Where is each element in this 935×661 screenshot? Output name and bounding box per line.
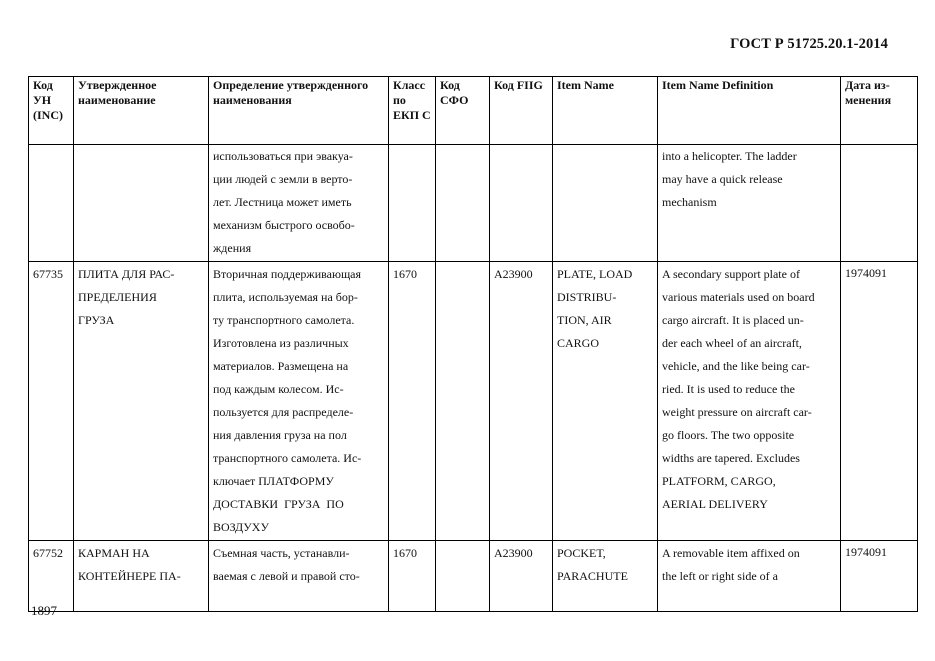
cell-sfo bbox=[436, 262, 490, 541]
cell-inc: 67752 bbox=[29, 541, 74, 612]
cell-item-name bbox=[553, 145, 658, 262]
col-header-fiig: Код FIIG bbox=[490, 77, 553, 145]
cell-item-name: PLATE, LOAD DISTRIBU- TION, AIR CARGO bbox=[553, 262, 658, 541]
col-header-approved-name: Утвержденное наименование bbox=[74, 77, 209, 145]
cell-definition: Вторичная поддерживающая плита, используемая на бор- ту транспортного самолета. Изготовлена из различных материалов. Размещена на под каждым колесом. Ис- пользуется для распределе- ния давления груза на пол транспортного самолета. Ис- ключает ПЛАТФОРМУ ДОСТАВКИ ГРУЗА ПО ВОЗДУХУ bbox=[209, 262, 389, 541]
cell-fiig bbox=[490, 145, 553, 262]
cell-approved-name bbox=[74, 145, 209, 262]
cell-fiig: A23900 bbox=[490, 262, 553, 541]
col-header-class: Класс по ЕКП С bbox=[389, 77, 436, 145]
cell-inc bbox=[29, 145, 74, 262]
col-header-sfo: Код СФО bbox=[436, 77, 490, 145]
col-header-item-name-definition: Item Name Definition bbox=[658, 77, 841, 145]
col-header-change-date: Дата из- менения bbox=[841, 77, 918, 145]
cell-definition: использоваться при эвакуа- ции людей с земли в верто- лет. Лестница может иметь механизм быстрого освобо- ждения bbox=[209, 145, 389, 262]
cell-approved-name: КАРМАН НА КОНТЕЙНЕРЕ ПА- bbox=[74, 541, 209, 612]
cell-change-date: 1974091 bbox=[841, 262, 918, 541]
cell-item-name: POCKET, PARACHUTE bbox=[553, 541, 658, 612]
cell-sfo bbox=[436, 145, 490, 262]
cell-item-name-definition: A removable item affixed on the left or right side of a bbox=[658, 541, 841, 612]
table-row bbox=[29, 145, 918, 262]
cell-class bbox=[389, 145, 436, 262]
cell-item-name-definition: A secondary support plate of various materials used on board cargo aircraft. It is placed un- der each wheel of an aircraft, vehicle, and the like being car- ried. It is used to reduce the weight pressure on aircraft car- go floors. The two opposite widths are tapered. Excludes PLATFORM, CARGO, AERIAL DELIVERY bbox=[658, 262, 841, 541]
cell-change-date bbox=[841, 145, 918, 262]
page-number: 1897 bbox=[31, 603, 57, 618]
table-row bbox=[29, 262, 918, 541]
cell-fiig: A23900 bbox=[490, 541, 553, 612]
col-header-definition: Определение утвержденного наименования bbox=[209, 77, 389, 145]
table-row bbox=[29, 541, 918, 612]
catalog-table bbox=[28, 76, 918, 612]
cell-change-date: 1974091 bbox=[841, 541, 918, 612]
cell-class: 1670 bbox=[389, 541, 436, 612]
cell-sfo bbox=[436, 541, 490, 612]
cell-definition: Съемная часть, устанавли- ваемая с левой и правой сто- bbox=[209, 541, 389, 612]
table-header-row bbox=[29, 77, 918, 145]
cell-item-name-definition: into a helicopter. The ladder may have a quick release mechanism bbox=[658, 145, 841, 262]
cell-class: 1670 bbox=[389, 262, 436, 541]
cell-approved-name: ПЛИТА ДЛЯ РАС- ПРЕДЕЛЕНИЯ ГРУЗА bbox=[74, 262, 209, 541]
col-header-inc: Код УН (INC) bbox=[29, 77, 74, 145]
col-header-item-name: Item Name bbox=[553, 77, 658, 145]
cell-inc: 67735 bbox=[29, 262, 74, 541]
document-header: ГОСТ Р 51725.20.1-2014 bbox=[730, 36, 888, 52]
